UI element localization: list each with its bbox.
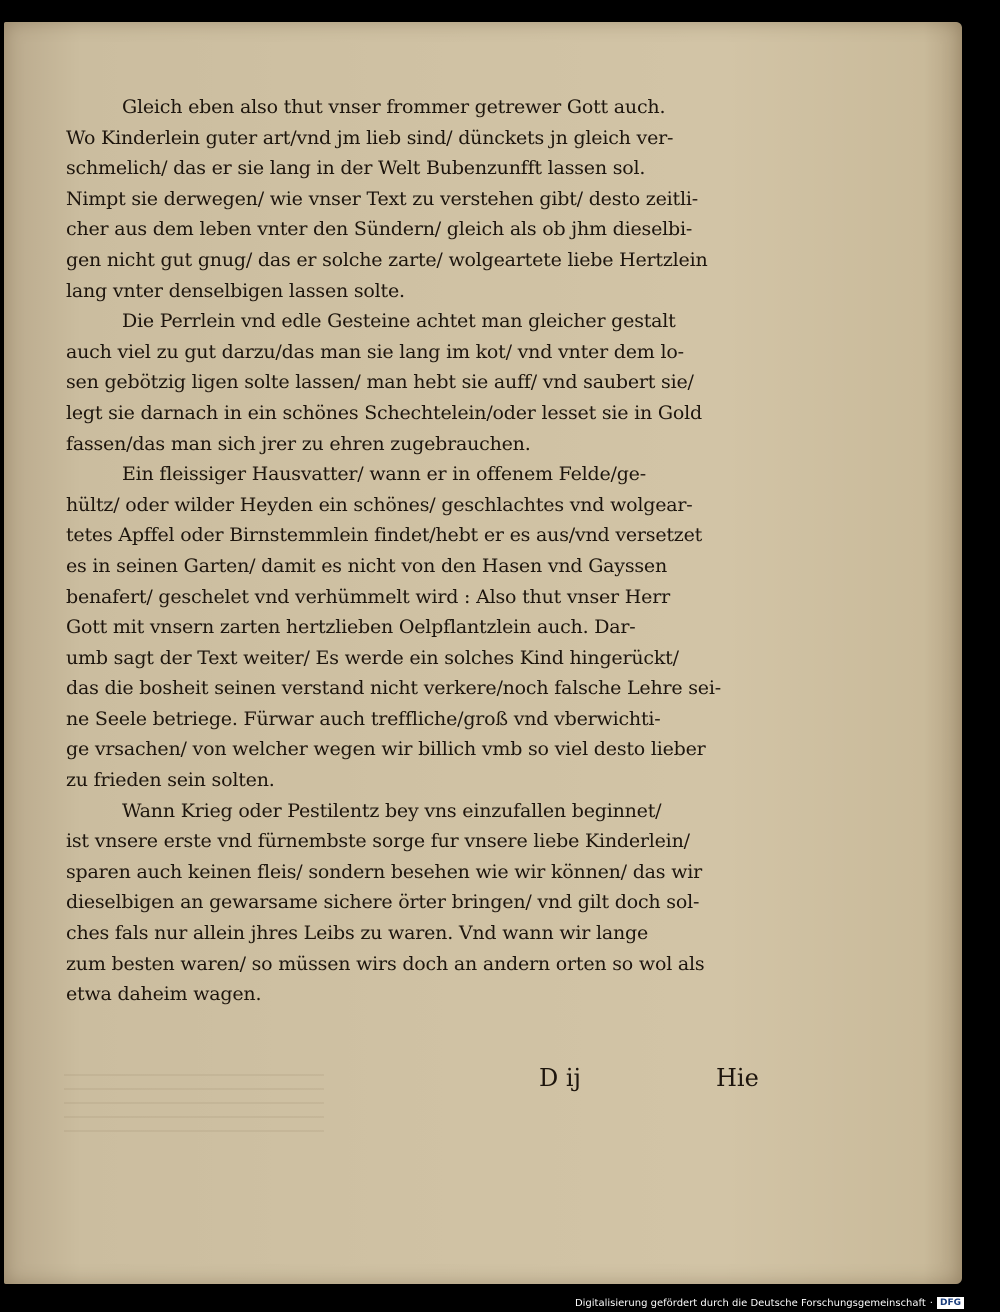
bleed-through-text xyxy=(64,1062,324,1132)
text-line: sen gebötzig ligen solte lassen/ man hebt sie auff/ vnd saubert sie/ xyxy=(66,371,694,394)
credit-separator: · xyxy=(929,1297,933,1309)
text-line: benafert/ geschelet vnd verhümmelt wird : Also thut vnser Herr xyxy=(66,585,670,608)
text-line: auch viel zu gut darzu/das man sie lang im kot/ vnd vnter dem lo- xyxy=(66,340,684,363)
text-line: legt sie darnach in ein schönes Schechtelein/oder lesset sie in Gold xyxy=(66,401,702,424)
text-line: fassen/das man sich jrer zu ehren zugebrauchen. xyxy=(66,432,531,455)
text-line: ches fals nur allein jhres Leibs zu waren. Vnd wann wir lange xyxy=(66,922,649,945)
text-line: hültz/ oder wilder Heyden ein schönes/ geschlachtes vnd wolgear- xyxy=(66,493,693,516)
text-line: dieselbigen an gewarsame sichere örter bringen/ vnd gilt doch sol- xyxy=(66,891,700,914)
catchword: Hie xyxy=(716,1064,759,1092)
book-page xyxy=(4,22,962,1284)
text-line: Nimpt sie derwegen/ wie vnser Text zu verstehen gibt/ desto zeitli- xyxy=(66,187,698,210)
text-line: tetes Apffel oder Birnstemmlein findet/hebt er es aus/vnd versetzet xyxy=(66,524,703,547)
text-line: ne Seele betriege. Fürwar auch treffliche/groß vnd vberwichti- xyxy=(66,707,661,730)
text-line: Wann Krieg oder Pestilentz bey vns einzufallen beginnet/ xyxy=(122,799,662,822)
text-line: Gott mit vnsern zarten hertzlieben Oelpflantzlein auch. Dar- xyxy=(66,616,636,639)
text-line: Wo Kinderlein guter art/vnd jm lieb sind/ dünckets jn gleich ver- xyxy=(66,126,674,149)
digitization-credit xyxy=(575,1297,964,1309)
text-line: das die bosheit seinen verstand nicht verkere/noch falsche Lehre sei- xyxy=(66,677,721,700)
text-line: cher aus dem leben vnter den Sündern/ gleich als ob jhm dieselbi- xyxy=(66,218,693,241)
credit-text: Digitalisierung gefördert durch die Deutsche Forschungsgemeinschaft xyxy=(574,1297,926,1309)
text-line: schmelich/ das er sie lang in der Welt Bubenzunfft lassen sol. xyxy=(66,157,646,180)
text-line: ist vnsere erste vnd fürnembste sorge fur vnsere liebe Kinderlein/ xyxy=(66,830,690,853)
text-line: ge vrsachen/ von welcher wegen wir billich vmb so viel desto lieber xyxy=(66,738,706,761)
text-line: lang vnter denselbigen lassen solte. xyxy=(66,279,405,302)
text-line: etwa daheim wagen. xyxy=(66,983,262,1006)
text-line: sparen auch keinen fleis/ sondern besehen wie wir können/ das wir xyxy=(66,860,703,883)
text-line: es in seinen Garten/ damit es nicht von den Hasen vnd Gayssen xyxy=(66,554,668,577)
signature-mark: D ij xyxy=(539,1064,581,1092)
text-line: Ein fleissiger Hausvatter/ wann er in offenem Felde/ge- xyxy=(122,463,646,486)
text-line: zum besten waren/ so müssen wirs doch an andern orten so wol als xyxy=(66,952,705,975)
dfg-logo: DFG xyxy=(937,1297,964,1309)
text-line: gen nicht gut gnug/ das er solche zarte/ wolgeartete liebe Hertzlein xyxy=(66,248,708,271)
text-line: zu frieden sein solten. xyxy=(66,769,275,792)
text-line: Die Perrlein vnd edle Gesteine achtet man gleicher gestalt xyxy=(122,310,676,333)
text-line: Gleich eben also thut vnser frommer getrewer Gott auch. xyxy=(122,96,666,118)
text-line: umb sagt der Text weiter/ Es werde ein solches Kind hingerückt/ xyxy=(66,646,679,669)
page-text xyxy=(66,92,766,1010)
